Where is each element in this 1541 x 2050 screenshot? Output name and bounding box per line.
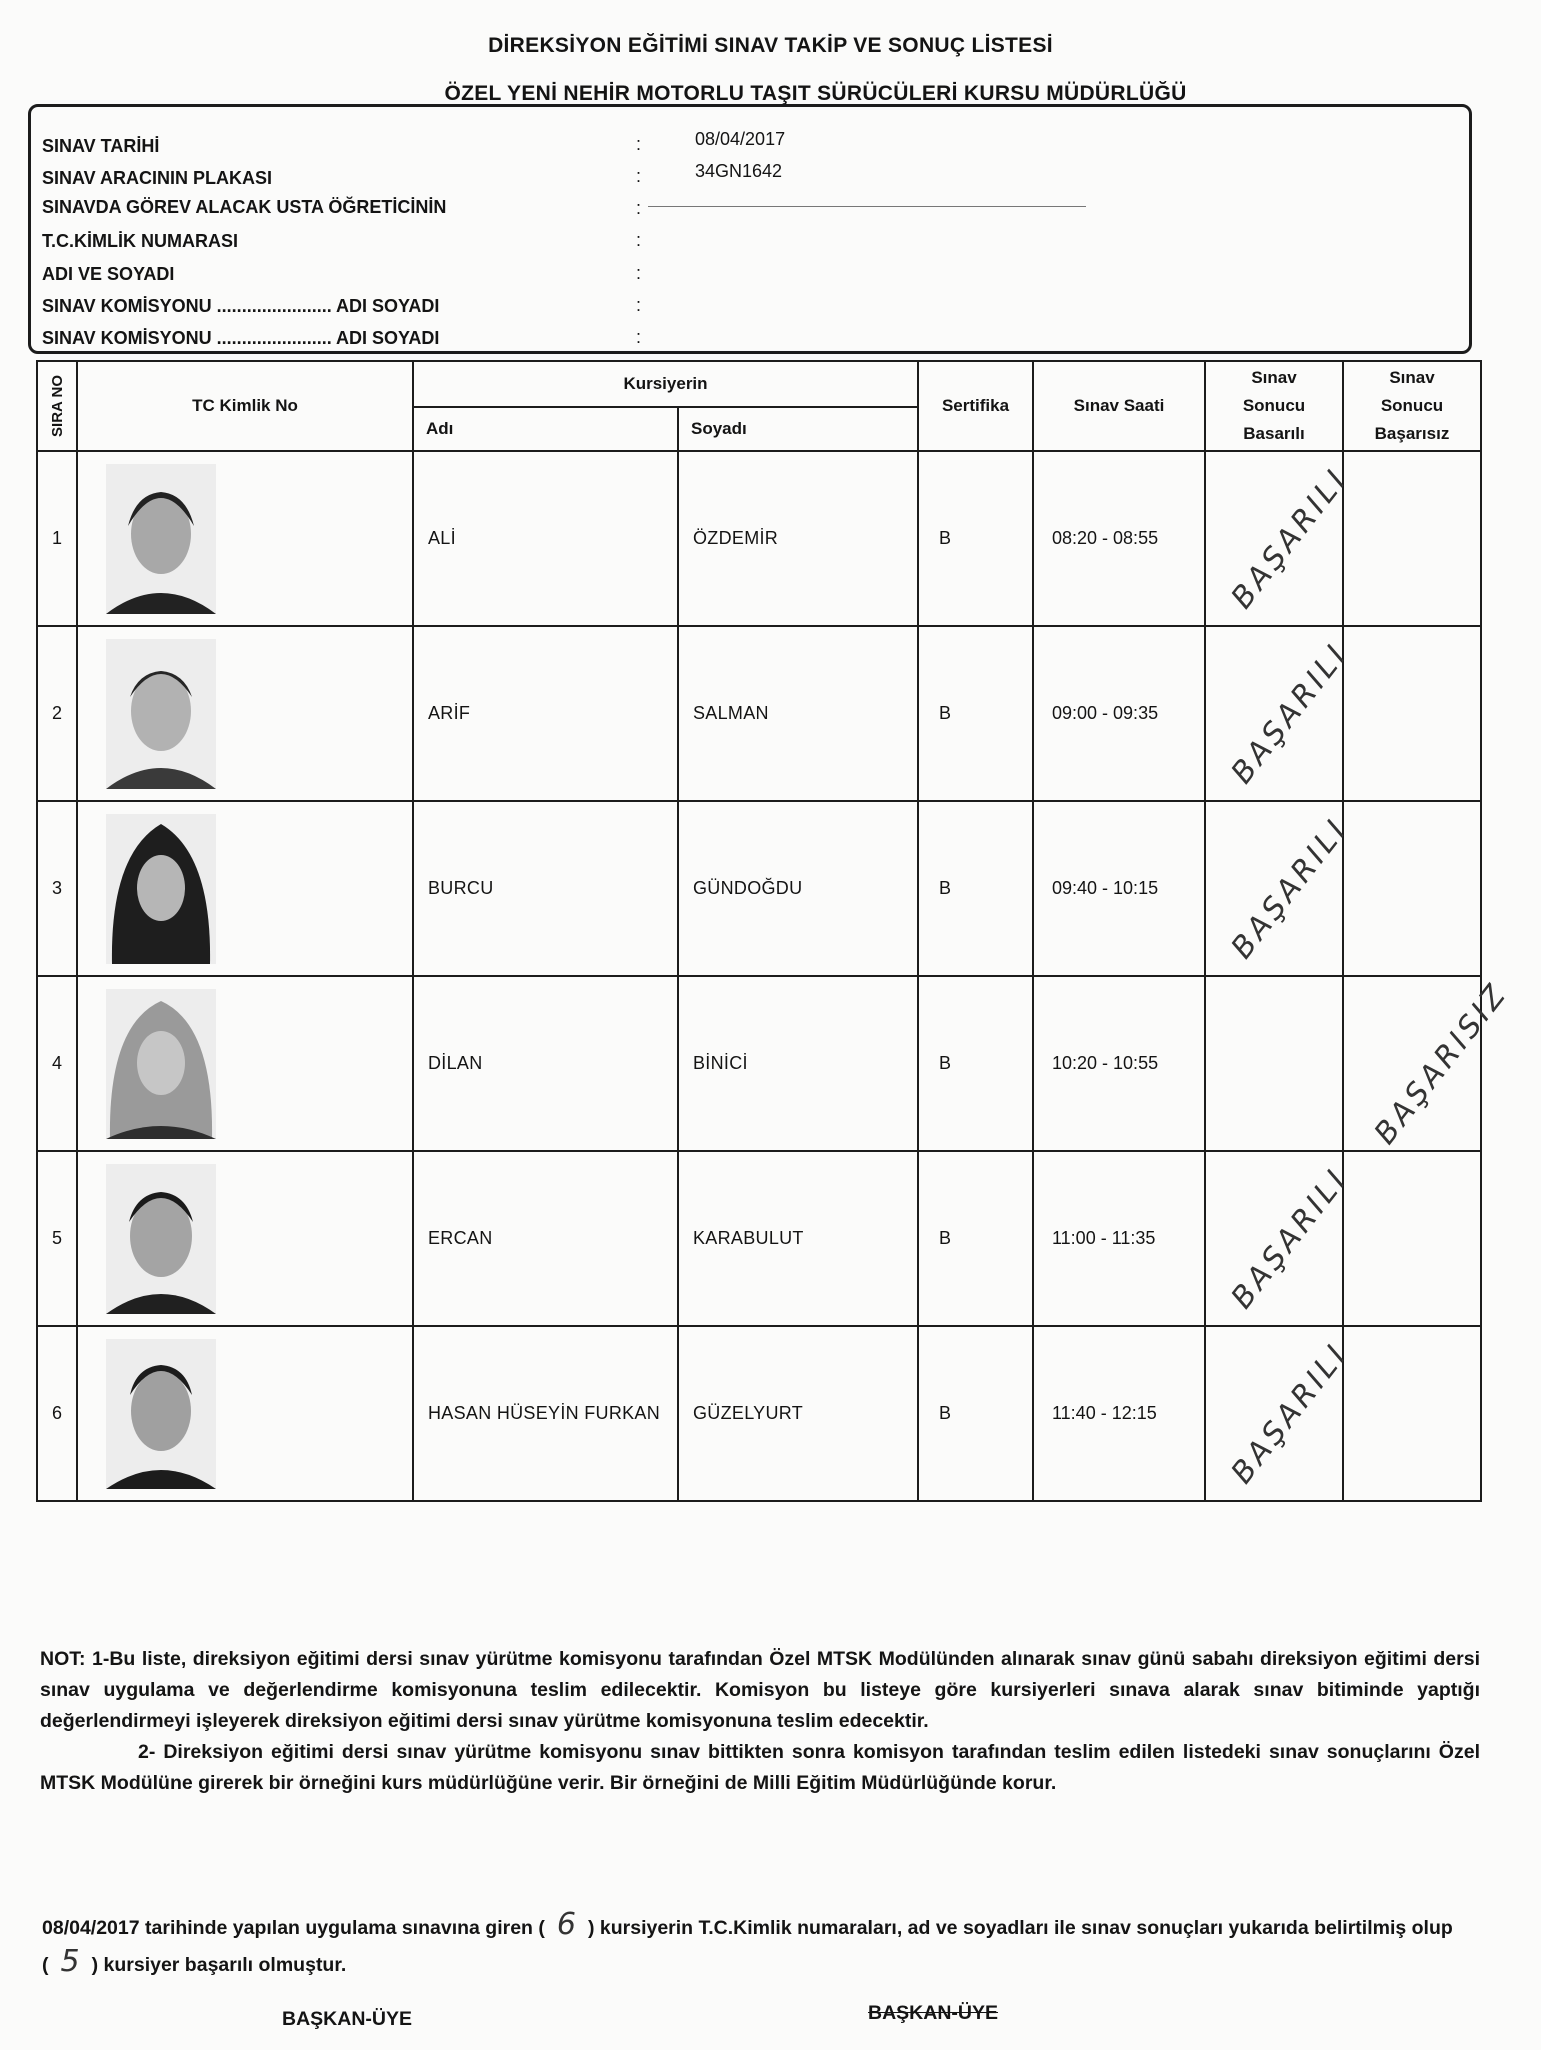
photo-cell bbox=[77, 801, 413, 976]
result-success-cell bbox=[1205, 1326, 1356, 1501]
result-fail-cell bbox=[1343, 1326, 1481, 1501]
info-label-exam-date: SINAV TARİHİ bbox=[42, 136, 160, 156]
institution-name: ÖZEL YENİ NEHİR MOTORLU TAŞIT SÜRÜCÜLERİ KURSU MÜDÜRLÜĞÜ bbox=[444, 82, 1187, 105]
handwritten-result: BAŞARILI bbox=[1224, 1161, 1356, 1316]
header-soyadi: Soyadı bbox=[678, 407, 918, 451]
exam-date-value: 08/04/2017 bbox=[695, 129, 786, 149]
result-success-cell bbox=[1205, 1151, 1356, 1326]
exam-time: 11:40 - 12:15 bbox=[1033, 1326, 1205, 1501]
exam-results-table bbox=[36, 360, 1516, 1502]
applicant-name: ARİF bbox=[413, 626, 678, 801]
applicant-name: ERCAN bbox=[413, 1151, 678, 1326]
table-row bbox=[37, 1326, 1481, 1501]
photo-cell bbox=[77, 626, 413, 801]
table-row bbox=[37, 976, 1481, 1151]
applicant-surname: ÖZDEMİR bbox=[678, 451, 918, 626]
result-success-cell bbox=[1205, 976, 1343, 1151]
exam-time: 09:40 - 10:15 bbox=[1033, 801, 1205, 976]
handwritten-result: BAŞARILI bbox=[1224, 1336, 1356, 1491]
header-sira-no: SIRA NO bbox=[37, 361, 77, 451]
info-label-commission-1: SINAV KOMİSYONU ....................... ADI SOYADI bbox=[42, 296, 440, 316]
certificate-class: B bbox=[918, 626, 1033, 801]
applicant-photo bbox=[106, 814, 216, 964]
applicant-name: DİLAN bbox=[413, 976, 678, 1151]
handwritten-passed-count: 5 bbox=[60, 1944, 80, 1979]
info-label-tc-number: T.C.KİMLİK NUMARASI bbox=[42, 231, 238, 251]
info-colon: : bbox=[636, 198, 642, 218]
applicant-photo bbox=[106, 1339, 216, 1489]
note-2: 2- Direksiyon eğitimi dersi sınav yürütme komisyonu sınav bittikten sonra komisyon tarafından teslim edilen listedeki sınav sonuçlarını Özel MTSK Modülüne girerek bir örneğini kurs müdürlüğüne verir. Bir örneğini de Milli Eğitim Müdürlüğünde korur. bbox=[40, 1741, 1480, 1794]
result-fail-cell bbox=[1343, 801, 1481, 976]
instructor-underline bbox=[648, 206, 1086, 207]
info-label-instructor: SINAVDA GÖREV ALACAK USTA ÖĞRETİCİNİN bbox=[42, 197, 447, 217]
note-1: NOT: 1-Bu liste, direksiyon eğitimi dersi sınav yürütme komisyonu tarafından Özel MTSK Modülünden alınarak sınav günü sabahı direksiyon eğitimi dersi sınav uygulama ve değerlendirme komisyonuna teslim edilecektir. Komisyon bu listeye göre kursiyerleri sınava alarak sınav bitiminde yaptığı değerlendirmeyi işleyerek direksiyon eğitimi dersi sınav yürütme komisyonuna teslim edecektir. bbox=[40, 1648, 1480, 1732]
header-tc-kimlik: TC Kimlik No bbox=[77, 361, 413, 451]
info-colon: : bbox=[636, 327, 642, 347]
handwritten-result: BAŞARILI bbox=[1224, 636, 1356, 791]
signature-label-left: BAŞKAN-ÜYE bbox=[282, 2008, 413, 2030]
header-basarisiz: Sınav Sonucu Başarısız bbox=[1343, 361, 1481, 451]
table-row bbox=[37, 451, 1481, 626]
info-colon: : bbox=[636, 295, 642, 315]
result-fail-cell bbox=[1343, 1151, 1481, 1326]
applicant-photo bbox=[106, 639, 216, 789]
header-adi: Adı bbox=[413, 407, 678, 451]
handwritten-result: BAŞARILI bbox=[1224, 811, 1356, 966]
plate-value: 34GN1642 bbox=[695, 161, 783, 181]
photo-cell bbox=[77, 1326, 413, 1501]
info-label-commission-2: SINAV KOMİSYONU ....................... ADI SOYADI bbox=[42, 328, 440, 348]
applicant-name: ALİ bbox=[413, 451, 678, 626]
info-colon: : bbox=[636, 230, 642, 250]
row-number: 3 bbox=[37, 801, 77, 976]
summary-text: 08/04/2017 tarihinde yapılan uygulama sınavına giren ( 6 ) kursiyerin T.C.Kimlik numaraları, ad ve soyadları ile sınav sonuçları yukarıda belirtilmiş olup ( 5 ) kursiyer başarılı olmuştur. bbox=[42, 1907, 1453, 1979]
info-colon: : bbox=[636, 263, 642, 283]
info-colon: : bbox=[636, 166, 642, 186]
exam-time: 10:20 - 10:55 bbox=[1033, 976, 1205, 1151]
photo-cell bbox=[77, 1151, 413, 1326]
photo-cell bbox=[77, 976, 413, 1151]
applicant-name: HASAN HÜSEYİN FURKAN bbox=[413, 1326, 678, 1501]
header-sinav-saati: Sınav Saati bbox=[1033, 361, 1205, 451]
row-number: 1 bbox=[37, 451, 77, 626]
result-success-cell bbox=[1205, 626, 1356, 801]
applicant-photo bbox=[106, 989, 216, 1139]
applicant-surname: GÜZELYURT bbox=[678, 1326, 918, 1501]
result-fail-cell bbox=[1343, 626, 1481, 801]
info-label-plate: SINAV ARACININ PLAKASI bbox=[42, 168, 273, 188]
row-number: 4 bbox=[37, 976, 77, 1151]
certificate-class: B bbox=[918, 1151, 1033, 1326]
result-fail-cell bbox=[1343, 975, 1516, 1152]
handwritten-result: BAŞARILI bbox=[1224, 461, 1356, 616]
header-sertifika: Sertifika bbox=[918, 361, 1033, 451]
row-number: 5 bbox=[37, 1151, 77, 1326]
certificate-class: B bbox=[918, 1326, 1033, 1501]
certificate-class: B bbox=[918, 976, 1033, 1151]
table-row bbox=[37, 1151, 1481, 1326]
info-colon: : bbox=[636, 134, 642, 154]
header-kursiyerin: Kursiyerin bbox=[413, 361, 918, 407]
signature-label-right: BAŞKAN-ÜYE bbox=[868, 2002, 999, 2024]
row-number: 6 bbox=[37, 1326, 77, 1501]
notes-section bbox=[40, 1644, 1480, 1799]
table-row bbox=[37, 801, 1481, 976]
result-success-cell bbox=[1205, 451, 1356, 626]
result-success-cell bbox=[1205, 801, 1356, 976]
photo-cell bbox=[77, 451, 413, 626]
exam-time: 11:00 - 11:35 bbox=[1033, 1151, 1205, 1326]
applicant-surname: BİNİCİ bbox=[678, 976, 918, 1151]
exam-time: 09:00 - 09:35 bbox=[1033, 626, 1205, 801]
document-title: DİREKSİYON EĞİTİMİ SINAV TAKİP VE SONUÇ LİSTESİ bbox=[488, 34, 1053, 57]
applicant-photo bbox=[106, 464, 216, 614]
info-label-name: ADI VE SOYADI bbox=[42, 264, 175, 284]
applicant-photo bbox=[106, 1164, 216, 1314]
applicant-name: BURCU bbox=[413, 801, 678, 976]
applicant-surname: KARABULUT bbox=[678, 1151, 918, 1326]
applicant-surname: SALMAN bbox=[678, 626, 918, 801]
certificate-class: B bbox=[918, 451, 1033, 626]
result-fail-cell bbox=[1343, 451, 1481, 626]
applicant-surname: GÜNDOĞDU bbox=[678, 801, 918, 976]
exam-time: 08:20 - 08:55 bbox=[1033, 451, 1205, 626]
handwritten-result: BAŞARISIZ bbox=[1367, 975, 1516, 1152]
table-row bbox=[37, 626, 1481, 801]
certificate-class: B bbox=[918, 801, 1033, 976]
header-basarili: Sınav Sonucu Basarılı bbox=[1205, 361, 1343, 451]
row-number: 2 bbox=[37, 626, 77, 801]
handwritten-total-count: 6 bbox=[556, 1907, 576, 1942]
